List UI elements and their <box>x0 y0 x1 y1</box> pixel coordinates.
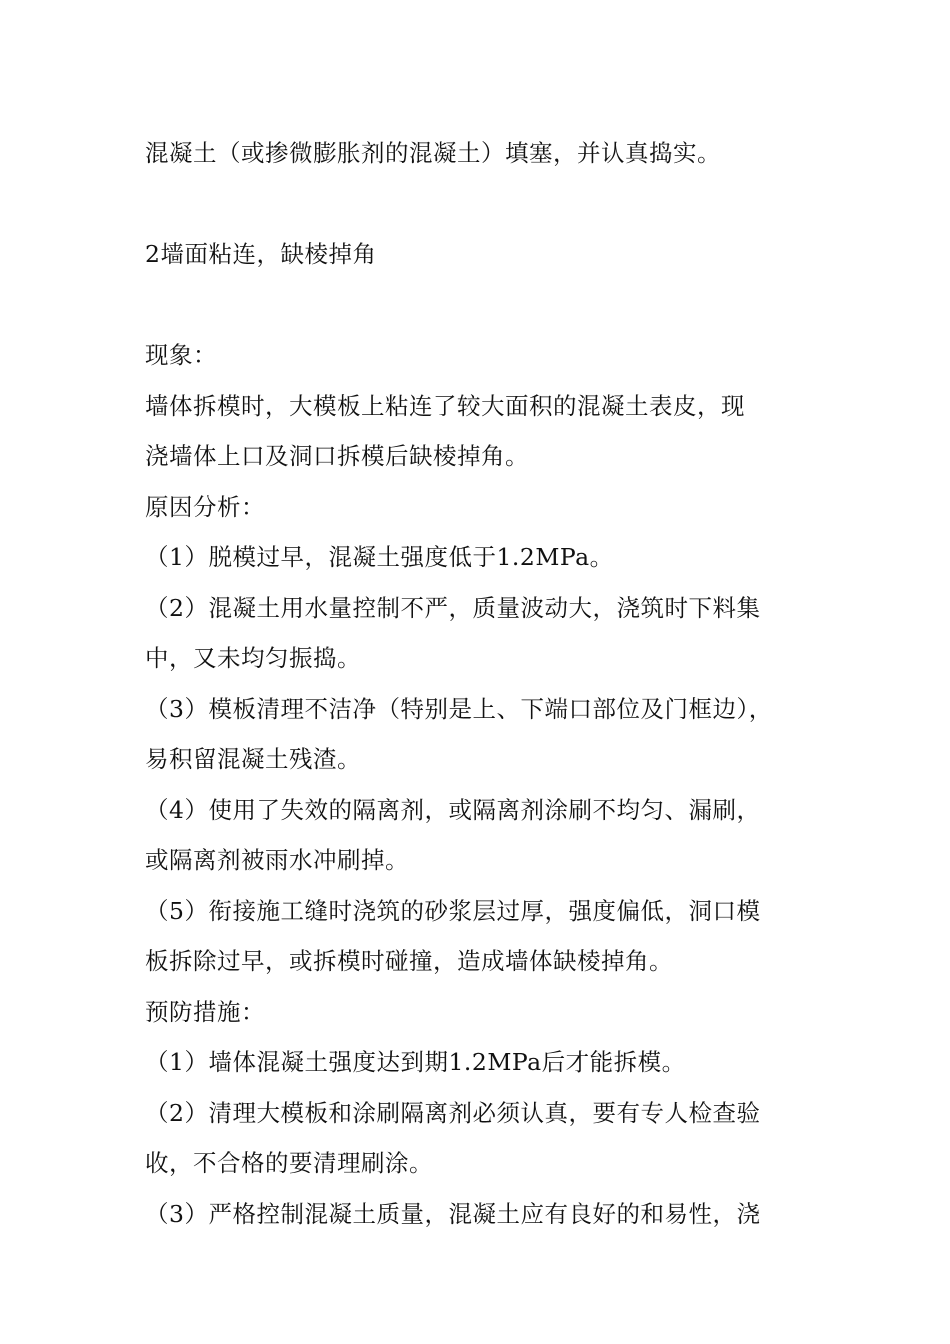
list-item: （2）混凝土用水量控制不严，质量波动大，浇筑时下料集 <box>145 593 761 622</box>
list-item: （4）使用了失效的隔离剂，或隔离剂涂刷不均匀、漏刷， <box>145 795 761 824</box>
list-item: （1）墙体混凝土强度达到期1.2MPa后才能拆模。 <box>145 1048 686 1076</box>
list-item-continuation: 中，又未均匀振捣。 <box>145 644 361 672</box>
subheading-phenomenon: 现象： <box>145 341 217 369</box>
list-item-continuation: 收，不合格的要清理刷涂。 <box>145 1149 433 1177</box>
subheading-cause-analysis: 原因分析： <box>145 492 265 521</box>
list-item: （2）清理大模板和涂刷隔离剂必须认真，要有专人检查验 <box>145 1098 761 1127</box>
list-item: （5）衔接施工缝时浇筑的砂浆层过厚，强度偏低，洞口模 <box>145 896 761 925</box>
blank-line <box>145 280 835 331</box>
subheading-prevention: 预防措施： <box>145 997 265 1026</box>
list-item: （3）严格控制混凝土质量，混凝土应有良好的和易性，浇 <box>145 1199 761 1228</box>
list-item-continuation: 易积留混凝土残渣。 <box>145 745 361 773</box>
list-item: （1）脱模过早，混凝土强度低于1.2MPa。 <box>145 543 614 571</box>
document-body <box>145 128 835 1239</box>
list-item-continuation: 或隔离剂被雨水冲刷掉。 <box>145 846 409 874</box>
paragraph-line: 混凝土（或掺微膨胀剂的混凝土）填塞，并认真捣实。 <box>145 139 721 167</box>
list-item-continuation: 板拆除过早，或拆模时碰撞，造成墙体缺棱掉角。 <box>145 947 673 975</box>
paragraph-line: 墙体拆模时，大模板上粘连了较大面积的混凝土表皮，现 <box>145 391 745 420</box>
list-item: （3）模板清理不洁净（特别是上、下端口部位及门框边）， <box>145 694 773 723</box>
blank-line <box>145 179 835 230</box>
paragraph-line: 浇墙体上口及洞口拆模后缺棱掉角。 <box>145 442 529 470</box>
section-heading: 2墙面粘连，缺棱掉角 <box>145 240 377 268</box>
